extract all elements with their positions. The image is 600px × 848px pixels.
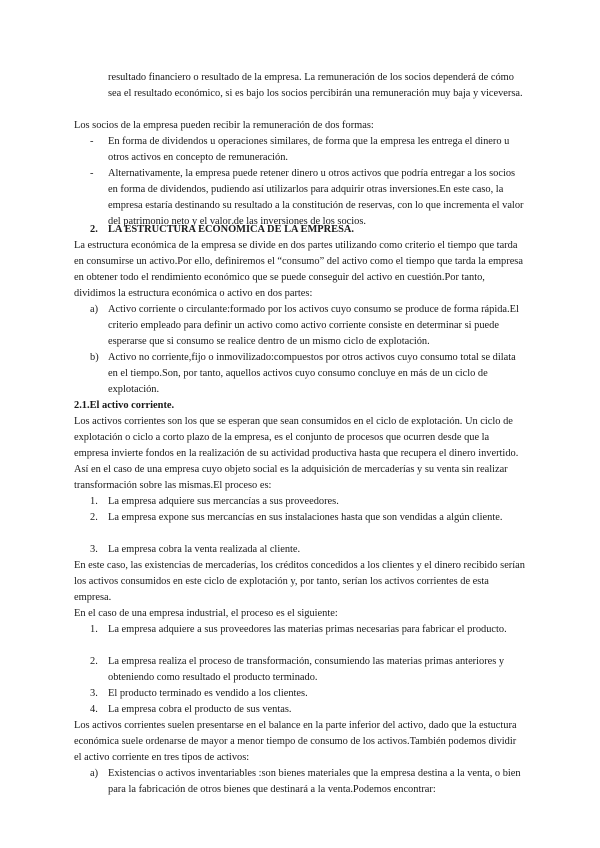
list-item-text: La empresa cobra el producto de sus ventas.	[108, 704, 292, 715]
list-item	[90, 622, 526, 638]
list-marker: a)	[90, 304, 99, 315]
paragraph: Los activos corrientes suelen presentarse en el balance en la parte inferior del activo, dado que la estuctura económica suele ordenarse de mayor a menor tiempo de consumo de los activos.También podemos dividir el activo corriente en tres tipos de activos:	[74, 720, 517, 764]
section-title: LA ESTRUCTURA ECONÓMICA DE LA EMPRESA.	[108, 224, 354, 235]
list-item-text: La empresa cobra la venta realizada al cliente.	[108, 544, 301, 555]
paragraph: Los socios de la empresa pueden recibir la remuneración de dos formas:	[74, 120, 374, 131]
list-item	[90, 702, 526, 718]
list-item-text: Alternativamente, la empresa puede retener dinero u otros activos que podría entregar a los socios en forma de dividendos, pudiendo así utilizarlos para adquirir otras inversiones.En este caso, la empresa estaría destinando su resultado a la constitución de reservas, con lo que incrementa el valor del patrimonio neto y el valor de las inversiones de los socios.	[108, 168, 524, 228]
list-item-text: La empresa expone sus mercancías en sus instalaciones hasta que son vendidas a algún cliente.	[108, 512, 503, 523]
list-item-text: El producto terminado es vendido a los clientes.	[108, 688, 308, 699]
list-marker: 1.	[90, 624, 98, 635]
paragraph: resultado financiero o resultado de la empresa. La remuneración de los socios dependerá de cómo sea el resultado económico, si es bajo los socios percibirán una remuneración muy baja y viceversa.	[108, 72, 523, 100]
paragraph: Así en el caso de una empresa cuyo objeto social es la adquisición de mercaderías y su venta sin realizar transformación sobre las mismas.El proceso es:	[74, 464, 508, 492]
list-item	[90, 510, 526, 526]
list-item	[90, 134, 526, 166]
list-item-text: Activo no corriente,fijo o inmovilizado:compuestos por otros activos cuyo consumo total se dilata en el tiempo.Son, por tanto, aquellos activos cuyo consumo concluye en más de un ciclo de explotación.	[108, 352, 516, 396]
list-item	[90, 542, 526, 558]
list-item	[90, 350, 526, 398]
list-marker: 3.	[90, 544, 98, 555]
list-marker: b)	[90, 352, 99, 363]
list-marker: a)	[90, 768, 99, 779]
paragraph: Los activos corrientes son los que se esperan que sean consumidos en el ciclo de explotación. Un ciclo de explotación o ciclo a corto plazo de la empresa, es el conjunto de procesos que ocurren desde que la empresa invierte fondos en la realización de su actividad productiva hasta que recupera el dinero invertido.	[74, 416, 519, 460]
list-item-text: La empresa adquiere a sus proveedores las materias primas necesarias para fabricar el producto.	[108, 624, 507, 635]
list-marker: -	[90, 136, 94, 147]
list-item	[90, 494, 526, 510]
list-item	[90, 766, 526, 798]
list-item	[90, 302, 526, 350]
section-number: 2.	[90, 224, 98, 235]
list-item-text: La empresa realiza el proceso de transformación, consumiendo las materias primas anteriores y obteniendo como resultado el producto terminado.	[108, 656, 505, 684]
list-item	[90, 686, 526, 702]
list-marker: 3.	[90, 688, 98, 699]
paragraph: En este caso, las existencias de mercaderías, los créditos concedidos a los clientes y el dinero recibido serían los activos consumidos en este ciclo de explotación y, por tanto, serían los activos corrientes de esta empresa.	[74, 560, 525, 604]
paragraph: En el caso de una empresa industrial, el proceso es el siguiente:	[74, 608, 338, 619]
list-marker: 2.	[90, 512, 98, 523]
list-item-text: En forma de dividendos u operaciones similares, de forma que la empresa les entrega el dinero u otros activos en concepto de remuneración.	[108, 136, 510, 164]
list-item	[90, 654, 526, 686]
list-item-text: Existencias o activos inventariables :son bienes materiales que la empresa destina a la venta, o bien para la fabricación de otros bienes que destinará a la venta.Podemos encontrar:	[108, 768, 521, 796]
section-heading	[90, 222, 354, 238]
list-marker: 2.	[90, 656, 98, 667]
list-item-text: Activo corriente o circulante:formado por los activos cuyo consumo se produce de forma rápida.El criterio empleado para definir un activo como activo corriente consiste en determinar si puede esperarse que si consumo se realice dentro de un mismo ciclo de explotación.	[108, 304, 519, 348]
list-marker: 4.	[90, 704, 98, 715]
list-marker: -	[90, 168, 94, 179]
list-item-text: La empresa adquiere sus mercancías a sus proveedores.	[108, 496, 339, 507]
list-marker: 1.	[90, 496, 98, 507]
list-item	[90, 166, 526, 230]
paragraph: La estructura económica de la empresa se divide en dos partes utilizando como criterio el tiempo que tarda en consumirse un activo.Por ello, definiremos el “consumo” del activo como el tiempo que tarda la empresa en obtener todo el rendimiento económico que se puede conseguir del activo en cuestión.Por tanto, dividimos la estructura económica o activo en dos partes:	[74, 240, 523, 300]
subsection-heading: 2.1.El activo corriente.	[74, 400, 175, 411]
